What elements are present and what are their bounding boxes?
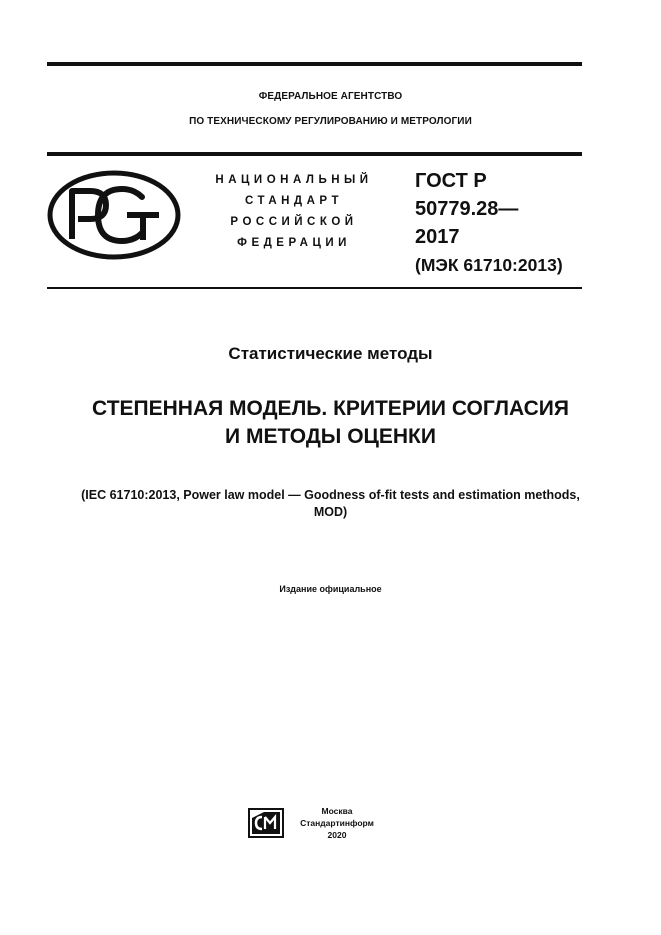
national-standard-line-2: СТАНДАРТ xyxy=(245,195,343,207)
header-bottom-rule xyxy=(47,287,582,289)
publisher-block xyxy=(294,805,380,841)
designation-line-3: 2017 xyxy=(415,226,460,248)
rst-certification-mark-icon xyxy=(46,169,182,261)
national-standard-line-3: РОССИЙСКОЙ xyxy=(230,216,358,228)
iec-reference-line-2: MOD) xyxy=(313,505,348,519)
document-title-line-2: И МЕТОДЫ ОЦЕНКИ xyxy=(225,425,436,448)
edition-label: Издание официальное xyxy=(279,584,382,594)
document-title-line-1: СТЕПЕННАЯ МОДЕЛЬ. КРИТЕРИИ СОГЛАСИЯ xyxy=(92,397,569,420)
designation-line-4: (МЭК 61710:2013) xyxy=(415,255,563,275)
publication-year: 2020 xyxy=(327,830,347,840)
top-rule xyxy=(47,62,582,66)
logo-letters: РСТ xyxy=(46,169,48,170)
header-rule xyxy=(47,152,582,156)
designation-line-1: ГОСТ Р xyxy=(415,170,487,192)
agency-line-2: ПО ТЕХНИЧЕСКОМУ РЕГУЛИРОВАНИЮ И МЕТРОЛОГИИ xyxy=(189,116,472,127)
national-standard-block xyxy=(196,170,392,254)
standartinform-logo-icon xyxy=(248,808,284,838)
national-standard-line-4: ФЕДЕРАЦИИ xyxy=(237,237,351,249)
designation-line-2: 50779.28— xyxy=(415,198,519,220)
national-standard-line-1: НАЦИОНАЛЬНЫЙ xyxy=(215,174,373,186)
agency-line-1: ФЕДЕРАЛЬНОЕ АГЕНТСТВО xyxy=(258,91,403,102)
document-subtitle: Статистические методы xyxy=(228,344,433,363)
standard-designation xyxy=(415,167,563,279)
publisher-city: Москва xyxy=(321,806,353,816)
publisher-name: Стандартинформ xyxy=(300,818,374,828)
iec-reference-line-1: (IEC 61710:2013, Power law model — Goodness of-fit tests and estimation methods, xyxy=(81,488,580,502)
